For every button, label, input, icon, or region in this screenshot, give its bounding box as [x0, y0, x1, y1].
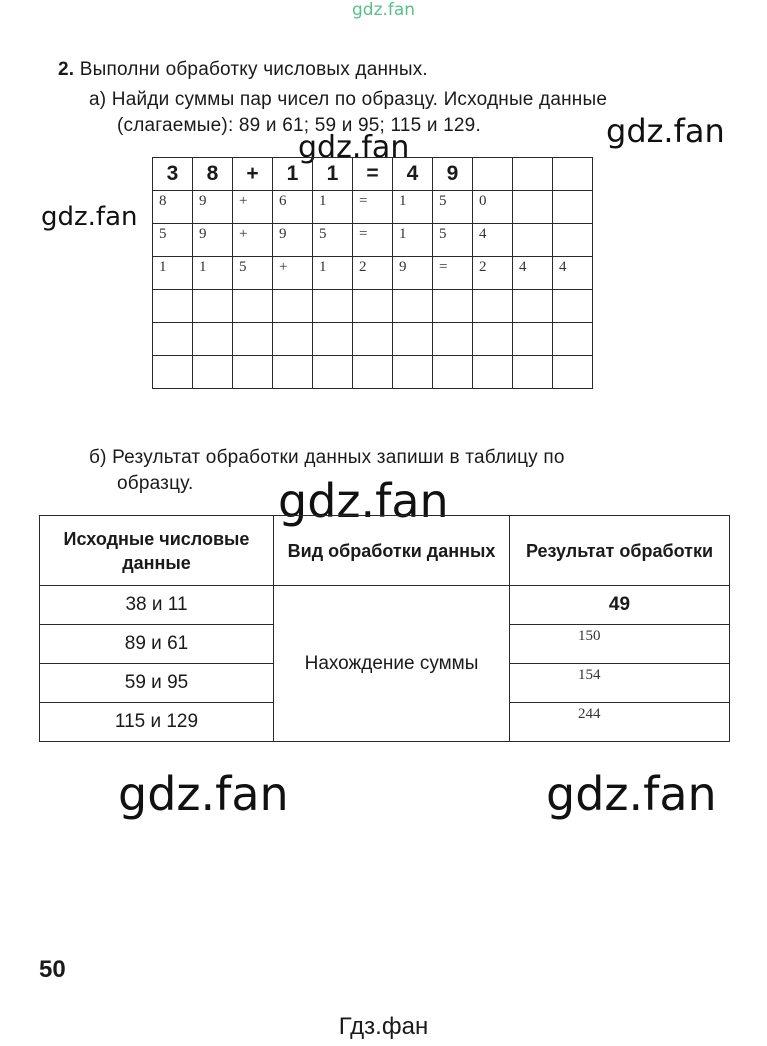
- grid-cell: [553, 158, 593, 191]
- part-b-line1: Результат обработки данных запиши в таблицу по: [112, 447, 565, 468]
- grid-cell: 1: [273, 158, 313, 191]
- grid-cell: 9: [433, 158, 473, 191]
- grid-cell: [553, 224, 593, 257]
- grid-cell: =: [353, 224, 393, 257]
- grid-cell: [513, 323, 553, 356]
- grid-cell: 1: [313, 158, 353, 191]
- grid-cell: 6: [273, 191, 313, 224]
- grid-cell: 9: [273, 224, 313, 257]
- grid-cell: [313, 290, 353, 323]
- grid-cell: 4: [473, 224, 513, 257]
- grid-cell: [193, 356, 233, 389]
- grid-cell: 1: [393, 224, 433, 257]
- grid-cell: [553, 191, 593, 224]
- grid-row: [153, 356, 593, 389]
- grid-cell: [433, 290, 473, 323]
- grid-cell: 5: [233, 257, 273, 290]
- grid-cell: [513, 224, 553, 257]
- grid-cell: =: [353, 191, 393, 224]
- part-b-line2: образцу.: [117, 473, 194, 494]
- table-row: [40, 586, 730, 625]
- grid-row: [153, 158, 593, 191]
- grid-cell: 2: [473, 257, 513, 290]
- grid-cell: 5: [433, 224, 473, 257]
- grid-cell: 4: [553, 257, 593, 290]
- grid-cell: [233, 290, 273, 323]
- part-a-line1: Найди суммы пар чисел по образцу. Исходные данные: [111, 89, 608, 110]
- part-b: [89, 446, 729, 470]
- grid-cell: 1: [313, 191, 353, 224]
- source-cell: 38 и 11: [40, 586, 274, 625]
- result-cell: 154: [510, 664, 730, 703]
- grid-cell: [473, 323, 513, 356]
- grid-cell: [393, 290, 433, 323]
- grid-cell: [513, 158, 553, 191]
- grid-cell: +: [273, 257, 313, 290]
- grid-cell: 8: [193, 158, 233, 191]
- grid-cell: 9: [193, 191, 233, 224]
- grid-cell: [273, 356, 313, 389]
- grid-cell: [313, 356, 353, 389]
- header-kind: Вид обработки данных: [274, 516, 510, 586]
- grid-cell: 9: [393, 257, 433, 290]
- grid-cell: [393, 323, 433, 356]
- watermark-bottom-left: gdz.fan: [118, 767, 289, 821]
- part-a-marker: а): [89, 89, 107, 110]
- source-cell: 59 и 95: [40, 664, 274, 703]
- footer-text: Гдз.фан: [338, 1013, 429, 1040]
- grid-cell: [353, 290, 393, 323]
- header-source: Исходные числовые данные: [40, 516, 274, 586]
- grid-cell: [233, 323, 273, 356]
- watermark-bottom-right: gdz.fan: [546, 767, 717, 821]
- grid-cell: 8: [153, 191, 193, 224]
- watermark-middle: gdz.fan: [278, 474, 449, 528]
- grid-cell: [553, 323, 593, 356]
- grid-cell: [193, 290, 233, 323]
- grid-cell: 5: [313, 224, 353, 257]
- grid-cell: [353, 356, 393, 389]
- grid-cell: [553, 290, 593, 323]
- cell-grid: [152, 157, 593, 389]
- task-title: Выполни обработку числовых данных.: [79, 59, 428, 80]
- grid-cell: [273, 323, 313, 356]
- result-cell: 150: [510, 625, 730, 664]
- grid-cell: 1: [313, 257, 353, 290]
- grid-cell: 4: [393, 158, 433, 191]
- grid-cell: 0: [473, 191, 513, 224]
- grid-row: [153, 191, 593, 224]
- grid-cell: [393, 356, 433, 389]
- watermark-grid-top: gdz.fan: [298, 130, 410, 165]
- part-b-marker: б): [89, 447, 107, 468]
- source-cell: 115 и 129: [40, 703, 274, 742]
- grid-cell: 4: [513, 257, 553, 290]
- grid-cell: 1: [393, 191, 433, 224]
- grid-cell: [553, 356, 593, 389]
- grid-cell: 5: [433, 191, 473, 224]
- grid-cell: [233, 356, 273, 389]
- grid-cell: 1: [153, 257, 193, 290]
- grid-cell: [473, 158, 513, 191]
- grid-cell: 1: [193, 257, 233, 290]
- grid-cell: [513, 290, 553, 323]
- result-cell: 49: [510, 586, 730, 625]
- grid-cell: [153, 290, 193, 323]
- source-cell: 89 и 61: [40, 625, 274, 664]
- grid-cell: [353, 323, 393, 356]
- grid-cell: +: [233, 224, 273, 257]
- task-number: 2.: [58, 59, 75, 80]
- grid-row: [153, 224, 593, 257]
- watermark-top: gdz.fan: [352, 0, 416, 20]
- grid-cell: =: [433, 257, 473, 290]
- grid-cell: [313, 323, 353, 356]
- grid-cell: +: [233, 158, 273, 191]
- watermark-right-upper: gdz.fan: [606, 112, 725, 150]
- grid-cell: [513, 356, 553, 389]
- grid-row: [153, 257, 593, 290]
- grid-cell: [433, 356, 473, 389]
- grid-cell: [153, 323, 193, 356]
- page-number: 50: [39, 956, 66, 983]
- result-table: [39, 515, 730, 742]
- watermark-left: gdz.fan: [41, 202, 138, 232]
- grid-cell: [473, 290, 513, 323]
- grid-cell: [433, 323, 473, 356]
- task-header: [58, 58, 428, 82]
- grid-cell: 9: [193, 224, 233, 257]
- result-cell: 244: [510, 703, 730, 742]
- grid-cell: +: [233, 191, 273, 224]
- grid-cell: 3: [153, 158, 193, 191]
- grid-cell: =: [353, 158, 393, 191]
- grid-cell: [473, 356, 513, 389]
- grid-cell: [273, 290, 313, 323]
- header-result: Результат обработки: [510, 516, 730, 586]
- grid-row: [153, 323, 593, 356]
- grid-cell: 5: [153, 224, 193, 257]
- process-kind-cell: Нахождение суммы: [274, 586, 510, 742]
- grid-cell: [513, 191, 553, 224]
- part-a: [89, 88, 729, 112]
- grid-cell: [193, 323, 233, 356]
- grid-row: [153, 290, 593, 323]
- grid-cell: 2: [353, 257, 393, 290]
- grid-cell: [153, 356, 193, 389]
- part-a-line2: (слагаемые): 89 и 61; 59 и 95; 115 и 129.: [117, 115, 481, 136]
